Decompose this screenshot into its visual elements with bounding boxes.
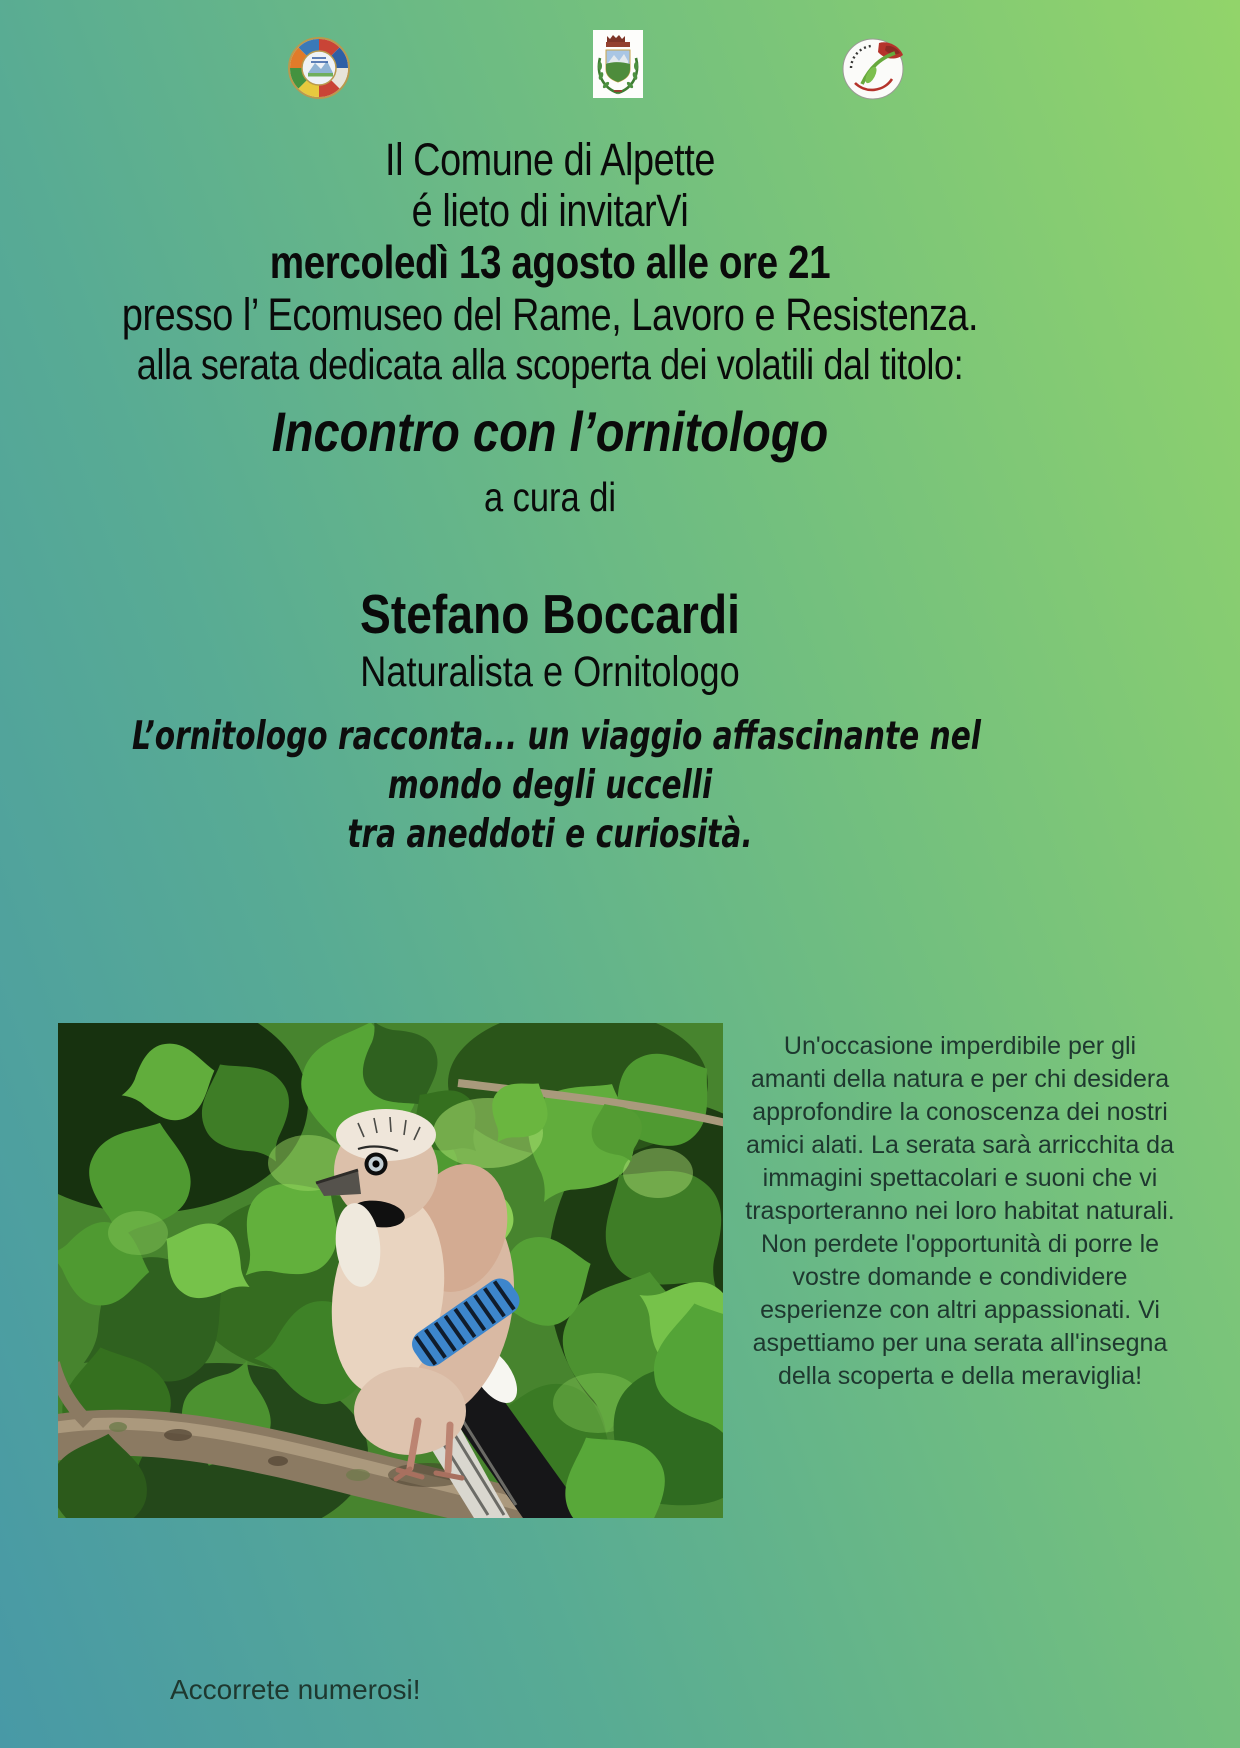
intro-line: alla serata dedicata alla scoperta dei volatili dal titolo: (136, 341, 964, 389)
curated-by-label: a cura di (483, 474, 617, 520)
intro-line-venue: presso l’ Ecomuseo del Rame, Lavoro e Resistenza. (121, 289, 979, 340)
intro-line: Il Comune di Alpette (385, 134, 715, 185)
intro-line-date: mercoledì 13 agosto alle ore 21 (269, 236, 831, 288)
invitation-text-block (88, 134, 1012, 698)
unione-montana-logo-icon (288, 37, 350, 99)
speaker-role: Naturalista e Ornitologo (360, 648, 740, 696)
tagline-line: tra aneddoti e curiosità. (347, 812, 753, 857)
tagline-line: mondo degli uccelli (387, 763, 713, 808)
ecomuseo-logo-icon (842, 38, 904, 100)
bird-photo-image (58, 1023, 723, 1518)
tagline-line: L’ornitologo racconta... un viaggio affascinante nel (132, 714, 981, 759)
tagline-block (132, 712, 981, 859)
comune-alpette-crest-icon (593, 30, 643, 98)
speaker-name: Stefano Boccardi (360, 583, 740, 645)
intro-line: é lieto di invitarVi (411, 185, 689, 236)
event-title: Incontro con l’ornitologo (271, 400, 829, 463)
event-description: Un'occasione imperdibile per gli amanti della natura e per chi desidera approfondire la conoscenza dei nostri amici alati. La serata sarà arricchita da immagini spettacolari e suoni che vi trasporteranno nei loro habitat naturali. Non perdete l'opportunità di porre le vostre domande e condividere esperienze con altri appassionati. Vi aspettiamo per una serata all'insegna della scoperta e della meraviglia! (745, 1032, 1175, 1390)
closing-call: Accorrete numerosi! (170, 1674, 421, 1705)
